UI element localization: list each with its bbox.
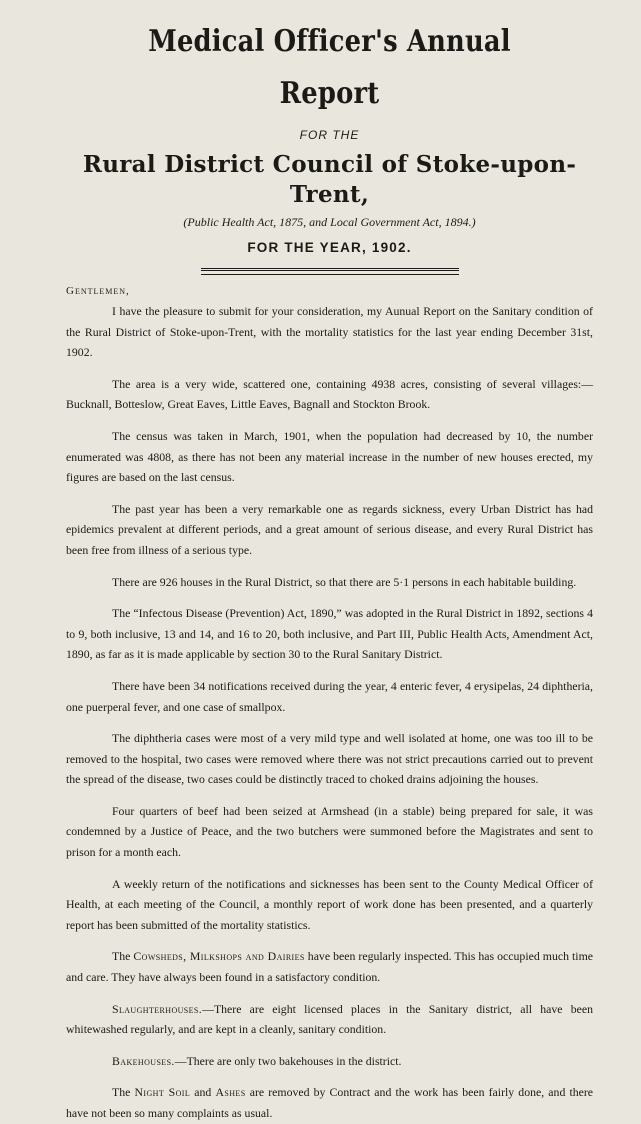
bakehouses-heading: Bakehouses. — [112, 1053, 175, 1068]
slaughterhouses-text: —There are eight licensed places in the Sanitary district, all have been whitewashed regularly, and are kept in a cleanly, sanitary condition. — [66, 1001, 593, 1037]
paragraph-area: The area is a very wide, scattered one, containing 4938 acres, consisting of several villages:—Bucknall, Botteslow, Great Eaves, Little Eaves, Bagnall and Stockton Brook. — [66, 376, 593, 412]
paragraph-night-soil — [66, 1082, 593, 1123]
acts-subtitle: (Public Health Act, 1875, and Local Government Act, 1894.) — [183, 215, 476, 229]
paragraph-cowsheds — [66, 946, 593, 987]
salutation: Gentlemen, — [66, 285, 130, 297]
cowsheds-heading: Cowsheds, Milkshops and Dairies — [133, 949, 305, 964]
paragraph-sickness: The past year has been a very remarkable one as regards sickness, every Urban District has had epidemics prevalent at different periods, and a great amount of serious disease, and every Rural District has been free from illness of a serious type. — [66, 501, 593, 557]
ashes-heading: Ashes — [215, 1085, 246, 1100]
paragraph-infectious-act: The “Infectous Disease (Prevention) Act, 1890,” was adopted in the Rural District in 1892, sections 4 to 9, both inclusive, 13 and 14, and 16 to 20, both inclusive, and Part III, Public Health Acts, Amendment Act, 1890, as far as it is made applicable by section 30 to the Rural Sanitary District. — [66, 606, 593, 662]
paragraph-weekly-return: A weekly return of the notifications and sicknesses has been sent to the County Medical Officer of Health, at each meeting of the Council, a monthly report of work done has been presented, and a quarterly report has been submitted of the mortality statistics. — [66, 876, 593, 932]
for-the-line: FOR THE — [299, 128, 360, 142]
council-name: Rural District Council of Stoke-upon-Trent, — [82, 151, 577, 208]
slaughterhouses-heading: Slaughterhouses. — [112, 1001, 203, 1016]
cowsheds-lead: The — [112, 949, 131, 964]
night-soil-heading: Night Soil — [134, 1085, 191, 1100]
report-year: FOR THE YEAR, 1902. — [247, 240, 412, 255]
report-title: Medical Officer's Annual Report — [148, 24, 511, 111]
night-soil-text: are removed by Contract and the work has been fairly done, and there have not been so many complaints as usual. — [66, 1085, 594, 1120]
paragraph-intro: I have the pleasure to submit for your consideration, my Aunual Report on the Sanitary condition of the Rural District of Stoke-upon-Trent, with the mortality statistics for the last year ending December 31st, 1902. — [66, 304, 593, 360]
paragraph-notifications: There have been 34 notifications received during the year, 4 enteric fever, 4 erysipelas, 24 diphtheria, one puerperal fever, and one case of smallpox. — [66, 678, 593, 714]
double-rule-divider — [201, 268, 459, 275]
paragraph-beef-seizure: Four quarters of beef had been seized at Armshead (in a stable) being prepared for sale, it was condemned by a Justice of Peace, and the two butchers were summoned before the Magistrates and sent to prison for a month each. — [66, 803, 593, 860]
bakehouses-text: —There are only two bakehouses in the district. — [174, 1053, 402, 1068]
paragraph-bakehouses — [66, 1051, 593, 1072]
paragraph-houses: There are 926 houses in the Rural District, so that there are 5·1 persons in each habitable building. — [112, 574, 577, 589]
paragraph-census: The census was taken in March, 1901, when the population had decreased by 10, the number enumerated was 4808, as there has not been any material increase in the number of new houses erected, my figures are based on the last census. — [66, 428, 593, 485]
night-soil-lead: The — [112, 1085, 131, 1100]
paragraph-diphtheria: The diphtheria cases were most of a very mild type and well isolated at home, one was too ill to be removed to the hospital, two cases were removed where there was not strict precautions carried out to prevent the spread of the disease, two cases could be distinctly traced to choked drains adjoining the houses. — [66, 731, 593, 787]
night-soil-and: and — [194, 1085, 212, 1100]
cowsheds-text: have been regularly inspected. This has occupied much time and care. They have always been found in a satisfactory condition. — [66, 949, 593, 985]
paragraph-slaughterhouses — [66, 999, 593, 1040]
